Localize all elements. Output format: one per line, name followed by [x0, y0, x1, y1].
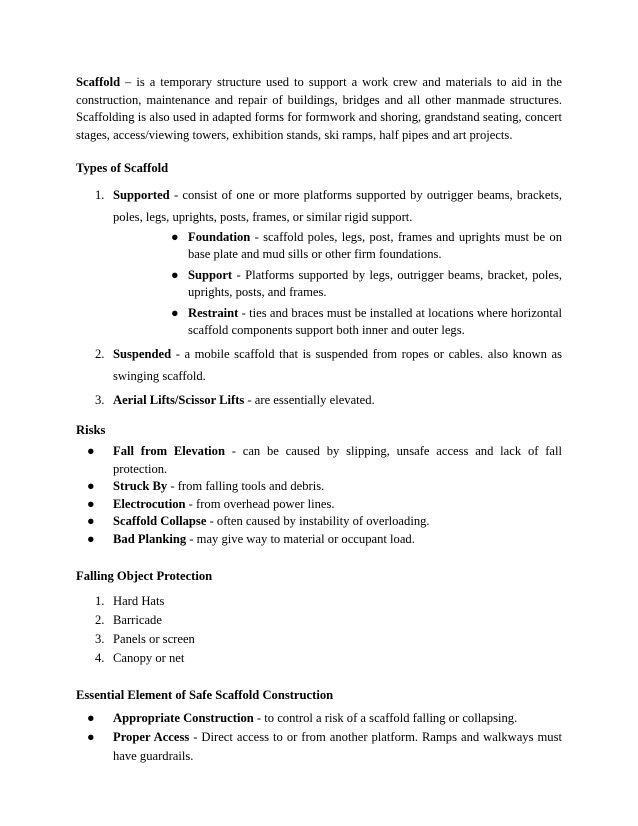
item-term: Aerial Lifts/Scissor Lifts: [113, 392, 245, 407]
item-text: - Platforms supported by legs, outrigger beams, bracket, poles, uprights, posts, and frames.: [188, 267, 562, 299]
item-text: - Direct access to or from another platform. Ramps and walkways must have guardrails.: [113, 730, 562, 763]
bullet-icon: ●: [171, 229, 179, 244]
list-item: [113, 229, 562, 264]
bullet-icon: ●: [87, 444, 95, 458]
item-text: Hard Hats: [113, 593, 165, 608]
list-number: 4.: [95, 650, 105, 665]
list-item: [76, 709, 562, 728]
item-term: Struck By: [113, 479, 168, 493]
item-text: - from falling tools and debris.: [167, 479, 325, 493]
list-item: [76, 649, 562, 668]
item-text: - scaffold poles, legs, post, frames and uprights must be on base plate and mud sills or other firm foundations.: [188, 229, 562, 261]
item-term: Appropriate Construction: [113, 711, 254, 725]
item-term: Supported: [113, 187, 170, 202]
list-item: [76, 728, 562, 766]
list-number: 1.: [95, 593, 105, 608]
list-item: [76, 478, 562, 496]
essential-heading: Essential Element of Safe Scaffold Construction: [76, 687, 334, 702]
item-term: Foundation: [188, 229, 251, 244]
bullet-icon: ●: [171, 267, 179, 282]
supported-sub-list: [113, 229, 562, 340]
bullet-icon: ●: [171, 305, 179, 320]
list-item: [76, 513, 562, 531]
intro-text: – is a temporary structure used to support a work crew and materials to aid in the construction, maintenance and repair of buildings, bridges and all other manmade structures. Scaffolding is also used in adapted forms for formwork and shoring, grandstand seating, concert stages, access/viewing towers, exhibition stands, ski ramps, half pipes and art projects.: [76, 75, 562, 142]
types-list: [76, 184, 562, 411]
item-term: Bad Planking: [113, 531, 187, 546]
types-heading: Types of Scaffold: [76, 161, 169, 175]
types-item-suspended: [76, 343, 562, 387]
list-item: [76, 496, 562, 514]
bullet-icon: ●: [87, 711, 95, 725]
item-term: Electrocution: [113, 496, 186, 511]
bullet-icon: ●: [87, 496, 95, 511]
item-term: Scaffold Collapse: [113, 514, 207, 528]
list-item: [76, 592, 562, 611]
item-text: - can be caused by slipping, unsafe access and lack of fall protection.: [113, 444, 562, 476]
list-number: 2.: [95, 612, 105, 627]
list-item: [76, 443, 562, 478]
falling-list: [76, 592, 562, 668]
item-text: Panels or screen: [113, 631, 195, 646]
falling-heading: Falling Object Protection: [76, 569, 213, 583]
bullet-icon: ●: [87, 730, 95, 744]
item-text: - from overhead power lines.: [185, 496, 335, 511]
item-text: Barricade: [113, 612, 162, 627]
list-number: 2.: [95, 346, 105, 361]
types-item-supported: [76, 184, 562, 340]
item-text: - consist of one or more platforms supported by outrigger beams, brackets, poles, legs, uprights, posts, frames, or similar rigid support.: [113, 187, 562, 224]
item-text: - are essentially elevated.: [244, 392, 375, 407]
item-term: Proper Access: [113, 730, 190, 744]
bullet-icon: ●: [87, 479, 95, 493]
item-text: Canopy or net: [113, 650, 185, 665]
list-item: [76, 611, 562, 630]
types-item-aerial-lifts: [76, 389, 562, 411]
item-text: - a mobile scaffold that is suspended from ropes or cables. also known as swinging scaffold.: [113, 346, 562, 383]
risks-list: [76, 443, 562, 548]
list-item: [76, 630, 562, 649]
item-text: - to control a risk of a scaffold falling or collapsing.: [253, 711, 518, 725]
bullet-icon: ●: [87, 531, 95, 546]
list-item: [113, 267, 562, 302]
item-text: - often caused by instability of overloading.: [206, 514, 430, 528]
list-number: 3.: [95, 631, 105, 646]
list-number: 1.: [95, 187, 105, 202]
item-term: Suspended: [113, 346, 172, 361]
item-term: Support: [188, 267, 233, 282]
intro-term: Scaffold: [76, 75, 121, 89]
essential-list: [76, 709, 562, 766]
bullet-icon: ●: [87, 514, 95, 528]
item-text: - may give way to material or occupant load.: [186, 531, 415, 546]
risks-heading: Risks: [76, 422, 106, 437]
list-number: 3.: [95, 392, 105, 407]
item-text: - ties and braces must be installed at locations where horizontal scaffold components support both inner and outer legs.: [188, 305, 562, 337]
list-item: [113, 305, 562, 340]
list-item: [76, 531, 562, 549]
intro-paragraph: [76, 74, 562, 144]
item-term: Fall from Elevation: [113, 444, 225, 458]
item-term: Restraint: [188, 305, 239, 320]
